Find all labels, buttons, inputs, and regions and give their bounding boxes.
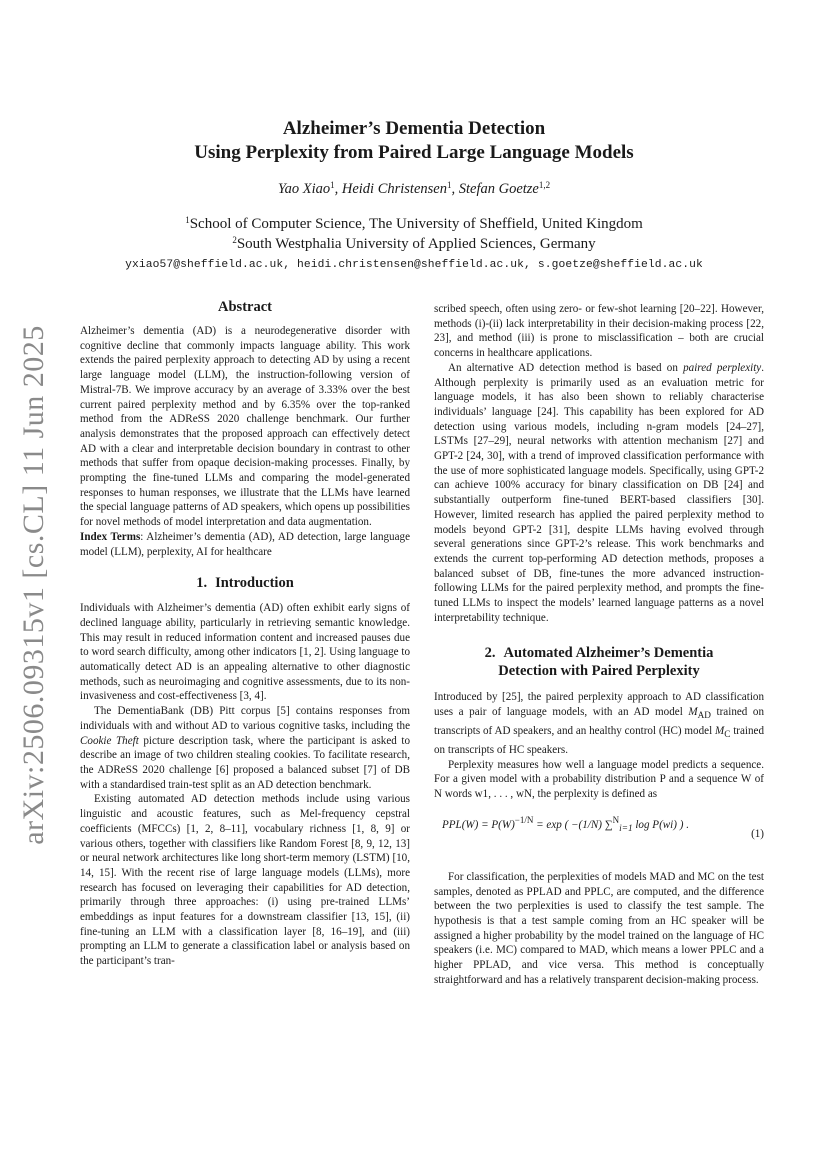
title-line-1: Alzheimer’s Dementia Detection — [282, 118, 546, 139]
section-title-line-2: Detection with Paired Perplexity — [498, 663, 700, 680]
author-list: Yao Xiao$^1$, Heidi Christensen$^1$, Stefan Goetze$^{1,2}$ — [277, 180, 551, 197]
equation-number: (1) — [751, 827, 764, 840]
author-emails: yxiao57@sheffield.ac.uk, heidi.christensen@sheffield.ac.uk, s.goetze@sheffield.ac.uk — [125, 259, 703, 271]
intro-paragraph-3: Existing automated AD detection methods include using various linguistic and acoustic features, such as Mel-frequency cepstral coefficients (MFCCs) [1, 2, 8–11], vocabulary richness [1, 8, 9] or various others, together with classifiers like Random Forest [8, 9, 12, 13] or neural network architectures like long short-term memory (LSTM) [10, 14, 15]. With the recent rise of large language models (LLMs), more research has focused on leveraging their capabilities for AD detection, primarily through three approaches: (i) using pre-trained LLMs’ embeddings as input features for a downstream classifier [13, 15], (ii) fine-tuning an LLM with a classification layer [8, 16–19], and (iii) prompting an LLM to generate a classification label or analysis based on the participant’s tran- — [80, 793, 410, 968]
index-terms-label: Index Terms — [80, 530, 141, 543]
section-title: Introduction — [215, 575, 294, 592]
left-column — [80, 298, 410, 969]
paper-title — [60, 117, 768, 165]
intro-paragraph-3-cont: scribed speech, often using zero- or few-shot learning [20–22]. However, methods (i)-(ii) lack interpretability in their decision-making process [22, 23], and method (iii) is prone to misclassification – both are crucial concerns in healthcare applications. — [434, 303, 764, 360]
section2-paragraph-1: Introduced by [25], the paired perplexity approach to AD classification uses a pair of language models, with an AD model $M_{AD}$ trained on transcripts of AD speakers, and an healthy control (HC) model $M_C$ trained on transcripts of HC speakers. — [434, 691, 764, 757]
affiliation-1: $^1$School of Computer Science, The University of Sheffield, United Kingdom — [185, 215, 643, 232]
author-affil-mark: 1 — [446, 180, 452, 190]
abstract-heading: Abstract — [218, 299, 272, 315]
affiliation-2: $^2$South Westphalia University of Applied Sciences, Germany — [232, 235, 596, 252]
equation-body: $PPL(W) = P(W)^{-1/N} = \exp$ ( −(1/N) ∑$^N_{i=1}$ log P(wi) ) . — [442, 814, 689, 835]
intro-paragraph-4: An alternative AD detection method is based on paired perplexity. Although perplexity is primarily used as an evaluation metric for language models, it has also been shown to reliably characterise individuals’ language [24]. This capability has been explored for AD detection using various models, including n-gram models [24–27], LSTMs [27–29], neural networks with attention mechanism [27] and GPT-2 [24, 30], with a trend of improved classification performance with the use of more sophisticated language models. Specifically, using GPT-2 can achieve 100% accuracy for binary classification on DB [24] and substantially outperform fine-tuned BERT-based classifiers [30]. However, limited research has applied the paired perplexity method to models beyond GPT-2 [31], despite LLMs having evolved through several generations since GPT-2’s release. This work benchmarks and extends the current top-performing AD detection methods, proposes a balanced subset of DB, fine-tunes the more advanced instruction-following LLMs for the paired perplexity method, and prompts the fine-tuned LLMs to inspect the models’ learned language patterns as a novel interpretability technique. — [434, 361, 765, 624]
perplexity-equation — [434, 812, 764, 858]
arxiv-id: arXiv:2506.09315v1 [cs.CL] 11 Jun 2025 — [17, 325, 50, 845]
intro-heading — [80, 574, 410, 592]
section2-paragraph-2: Perplexity measures how well a language model predicts a sequence. For a given model with a probability distribution P and a sequence W of N words w1, . . . , wN, the perplexity is defined as — [434, 758, 764, 801]
author-affil-mark: 1 — [330, 180, 335, 190]
paired-perplexity-term: paired perplexity — [683, 361, 762, 374]
section-number: 2. — [484, 645, 496, 662]
intro-paragraph-2: The DementiaBank (DB) Pitt corpus [5] contains responses from individuals with and without AD to various cognitive tasks, including the Cookie Theft picture description task, where the participant is asked to describe an image of two children stealing cookies. To facilitate research, the ADReSS 2020 challenge [6] proposed a balanced subset [7] of DB with a standardised train-test split as an AD detection benchmark. — [80, 705, 410, 791]
section-number: 1. — [196, 575, 208, 592]
author-name: Heidi Christensen — [341, 181, 447, 197]
right-column — [434, 302, 764, 987]
section2-paragraph-3: For classification, the perplexities of models MAD and MC on the test samples, denoted as PPLAD and PPLC, are computed, and the difference between the two perplexities is used to classify the test sample. The hypothesis is that a test sample coming from an HC speaker will be assigned a higher probability by the model trained on the language of HC speakers (i.e. MC) compared to MAD, which means a lower PPLC and a higher PPLAD, and vice versa. This method is conceptually straightforward and has a relatively transparent decision-making process. — [434, 870, 764, 986]
section-title-line-1: Automated Alzheimer’s Dementia — [503, 645, 714, 662]
intro-paragraph-1: Individuals with Alzheimer’s dementia (AD) often exhibit early signs of declined language ability, particularly in retrieving semantic knowledge. This may result in reduced information content and increased pauses due to word search difficulty, among other indicators [1, 2]. Using language to automatically detect AD is an appealing alternative to other diagnostic methods, such as neuroimaging and cognitive assessments, due to its non-invasiveness and cost-effectiveness [3, 4]. — [80, 602, 410, 703]
author-affil-mark: 1,2 — [538, 180, 551, 190]
affil-mark: 2 — [232, 235, 237, 245]
affil-mark: 1 — [185, 215, 190, 225]
arxiv-sidebar — [14, 325, 54, 845]
affiliations — [60, 214, 768, 254]
author-name: Yao Xiao — [277, 181, 331, 197]
title-line-2: Using Perplexity from Paired Large Language Models — [194, 142, 634, 163]
index-terms: Index Terms: Alzheimer’s dementia (AD), AD detection, large language model (LLM), perplexity, AI for healthcare — [80, 530, 410, 558]
section2-heading — [434, 644, 764, 680]
author-name: Stefan Goetze — [458, 181, 539, 197]
cookie-theft-term: Cookie Theft — [80, 734, 139, 747]
abstract-text: Alzheimer’s dementia (AD) is a neurodegenerative disorder with cognitive decline that commonly impacts language ability. This work extends the paired perplexity approach to detecting AD by using a recent large language model (LLM), the instruction-following version of Mistral-7B. We improve accuracy by an average of 3.33% over the best current paired perplexity method and by 6.35% over the top-ranked method from the ADReSS 2020 challenge benchmark. Our further analysis demonstrates that the proposed approach can effectively detect AD with a clear and interpretable decision boundary in contrast to other methods that suffer from opaque decision-making processes. Finally, by prompting the fine-tuned LLMs and comparing the model-generated responses to human responses, we illustrate that the LLMs have learned the special language patterns of AD speakers, which opens up possibilities for novel methods of model interpretation and data augmentation. — [80, 325, 410, 529]
